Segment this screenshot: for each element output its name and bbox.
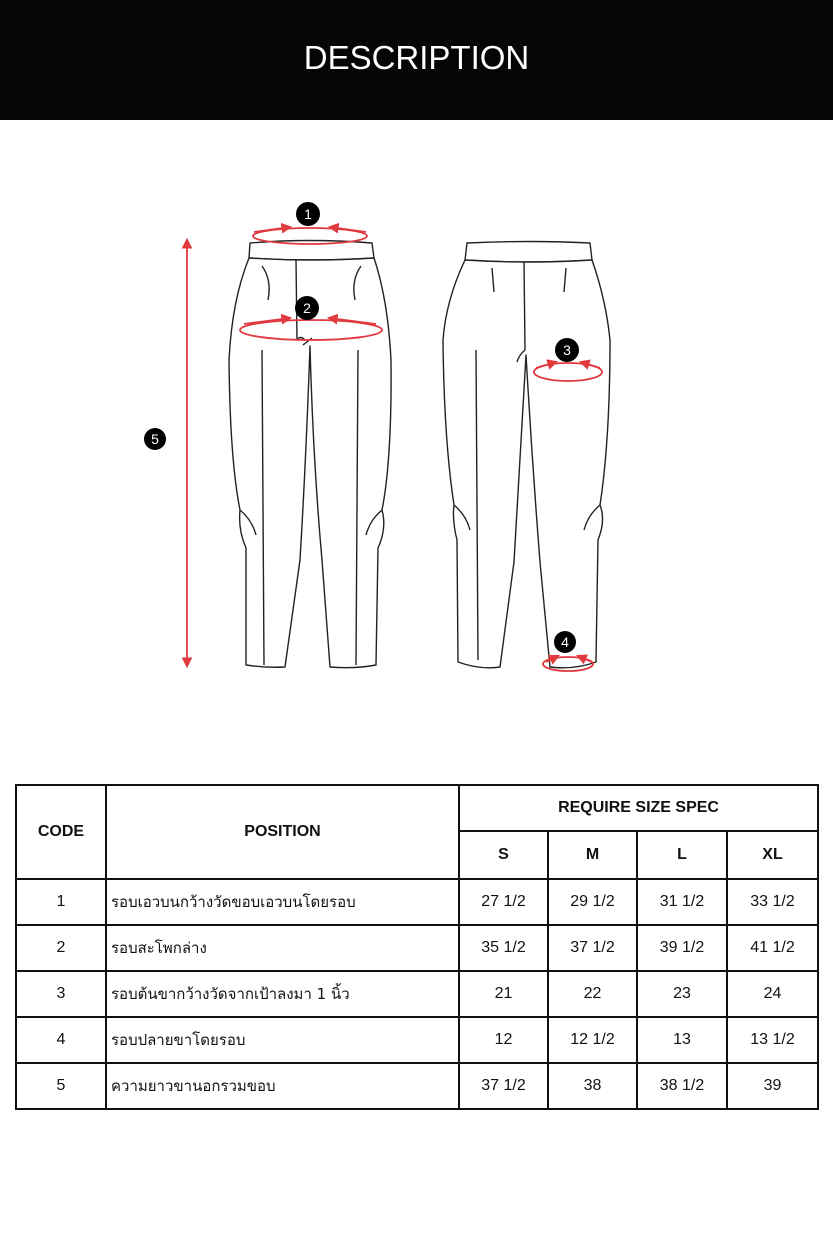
svg-text:3: 3: [563, 342, 571, 358]
value-cell-s: 35 1/2: [459, 925, 548, 971]
position-cell: รอบปลายขาโดยรอบ: [106, 1017, 459, 1063]
value-cell-xl: 13 1/2: [727, 1017, 818, 1063]
value-cell-xl: 41 1/2: [727, 925, 818, 971]
code-cell: 4: [16, 1017, 106, 1063]
value-cell-s: 37 1/2: [459, 1063, 548, 1109]
value-cell-m: 38: [548, 1063, 637, 1109]
value-cell-l: 23: [637, 971, 727, 1017]
value-cell-xl: 33 1/2: [727, 879, 818, 925]
header-bar: [0, 0, 833, 120]
value-cell-xl: 39: [727, 1063, 818, 1109]
marker-2: [295, 296, 319, 320]
svg-text:4: 4: [561, 634, 569, 650]
position-header: POSITION: [106, 785, 459, 879]
require-size-spec-header: REQUIRE SIZE SPEC: [459, 785, 818, 831]
code-cell: 2: [16, 925, 106, 971]
value-cell-l: 31 1/2: [637, 879, 727, 925]
table-row: [16, 1017, 818, 1063]
position-cell: รอบเอวบนกว้างวัดขอบเอวบนโดยรอบ: [106, 879, 459, 925]
pants-measurement-diagram: [0, 120, 833, 760]
page-title: DESCRIPTION: [303, 39, 530, 76]
table-row: [16, 925, 818, 971]
code-cell: 5: [16, 1063, 106, 1109]
position-cell: รอบต้นขากว้างวัดจากเป้าลงมา 1 นิ้ว: [106, 971, 459, 1017]
code-cell: 3: [16, 971, 106, 1017]
size-header-m: M: [548, 831, 637, 879]
code-header: CODE: [16, 785, 106, 879]
value-cell-xl: 24: [727, 971, 818, 1017]
value-cell-s: 12: [459, 1017, 548, 1063]
svg-text:1: 1: [304, 206, 312, 222]
marker-4: [554, 631, 576, 653]
value-cell-l: 38 1/2: [637, 1063, 727, 1109]
value-cell-m: 29 1/2: [548, 879, 637, 925]
code-cell: 1: [16, 879, 106, 925]
marker-1: [296, 202, 320, 226]
svg-text:2: 2: [303, 300, 311, 316]
size-header-l: L: [637, 831, 727, 879]
value-cell-m: 22: [548, 971, 637, 1017]
value-cell-m: 12 1/2: [548, 1017, 637, 1063]
value-cell-m: 37 1/2: [548, 925, 637, 971]
value-cell-l: 13: [637, 1017, 727, 1063]
table-row: [16, 1063, 818, 1109]
size-header-xl: XL: [727, 831, 818, 879]
value-cell-s: 27 1/2: [459, 879, 548, 925]
marker-3: [555, 338, 579, 362]
value-cell-s: 21: [459, 971, 548, 1017]
size-header-s: S: [459, 831, 548, 879]
value-cell-l: 39 1/2: [637, 925, 727, 971]
table-row: [16, 879, 818, 925]
back-pants-drawing: [443, 242, 610, 668]
marker-5: [144, 428, 166, 450]
position-cell: ความยาวขานอกรวมขอบ: [106, 1063, 459, 1109]
size-spec-table: [15, 784, 819, 1110]
svg-text:5: 5: [151, 431, 159, 447]
position-cell: รอบสะโพกล่าง: [106, 925, 459, 971]
table-row: [16, 971, 818, 1017]
